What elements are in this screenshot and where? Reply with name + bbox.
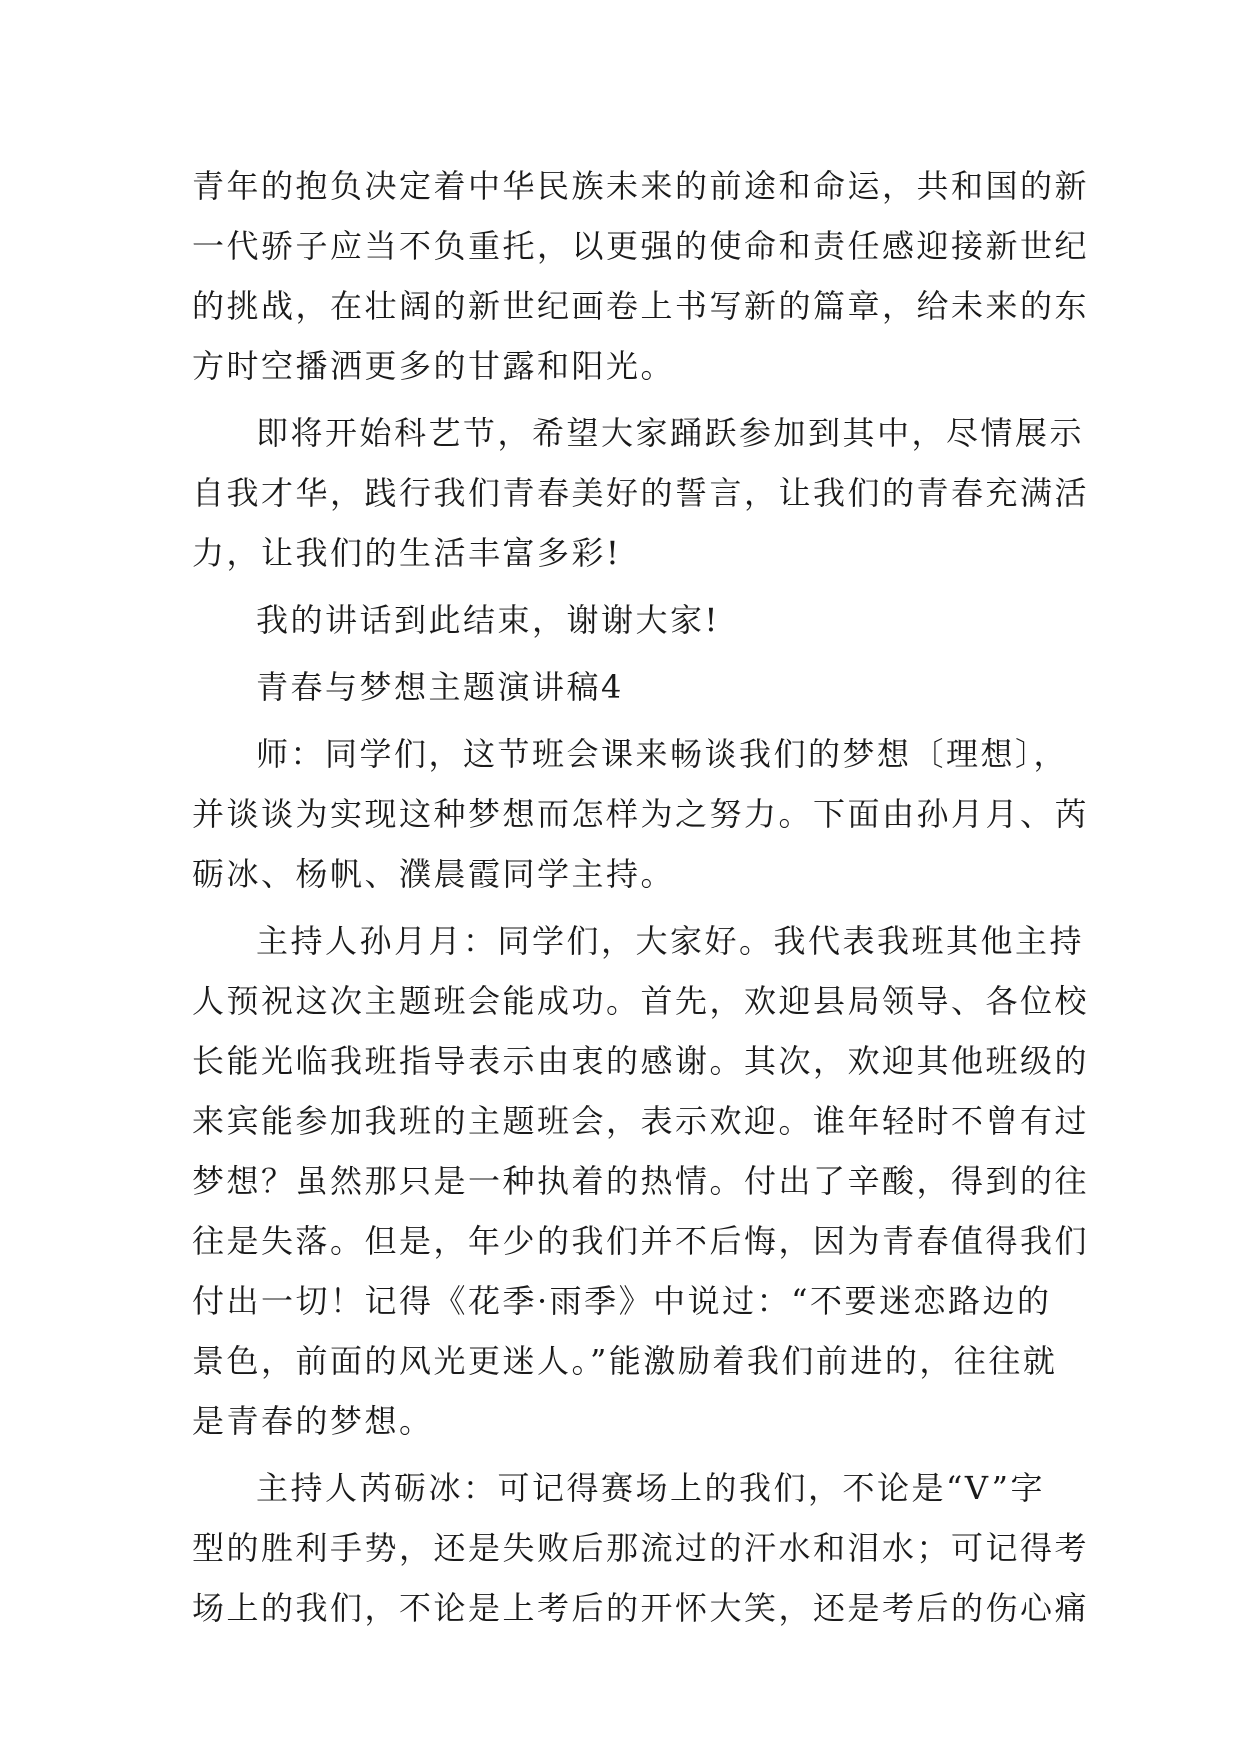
text-line: 往是失落。但是，年少的我们并不后悔，因为青春值得我们 — [192, 1222, 1090, 1260]
paragraph-start-line: 我的讲话到此结束，谢谢大家! — [256, 601, 720, 639]
document-body — [192, 156, 1090, 1638]
text-line: 砺冰、杨帆、濮晨霞同学主持。 — [192, 855, 676, 893]
text-line: 一代骄子应当不负重托，以更强的使命和责任感迎接新世纪 — [192, 227, 1090, 265]
text-line: 的挑战，在壮阔的新世纪画卷上书写新的篇章，给未来的东 — [192, 287, 1090, 325]
section-heading: 青春与梦想主题演讲稿4 — [256, 668, 624, 706]
text-line: 方时空播洒更多的甘露和阳光。 — [192, 347, 676, 385]
paragraph-start-line: 主持人孙月月：同学们，大家好。我代表我班其他主持 — [256, 922, 1085, 960]
paragraph-start-line: 即将开始科艺节，希望大家踊跃参加到其中，尽情展示 — [256, 414, 1085, 452]
paragraph-start-line: 主持人芮砺冰：可记得赛场上的我们，不论是“V”字 — [256, 1469, 1046, 1507]
text-line: 景色，前面的风光更迷人。”能激励着我们前进的，往往就 — [192, 1342, 1058, 1380]
text-line: 场上的我们，不论是上考后的开怀大笑，还是考后的伤心痛 — [192, 1589, 1090, 1627]
text-line: 自我才华，践行我们青春美好的誓言，让我们的青春充满活 — [192, 474, 1090, 512]
text-line: 型的胜利手势，还是失败后那流过的汗水和泪水；可记得考 — [192, 1529, 1090, 1567]
text-line: 力，让我们的生活丰富多彩! — [192, 534, 622, 572]
text-line: 人预祝这次主题班会能成功。首先，欢迎县局领导、各位校 — [192, 982, 1090, 1020]
text-line: 来宾能参加我班的主题班会，表示欢迎。谁年轻时不曾有过 — [192, 1102, 1090, 1140]
text-line: 付出一切！记得《花季·雨季》中说过：“不要迷恋路边的 — [192, 1282, 1052, 1320]
text-line: 梦想？虽然那只是一种执着的热情。付出了辛酸，得到的往 — [192, 1162, 1090, 1200]
text-line: 长能光临我班指导表示由衷的感谢。其次，欢迎其他班级的 — [192, 1042, 1090, 1080]
paragraph-start-line: 师：同学们，这节班会课来畅谈我们的梦想〔理想〕， — [256, 735, 1069, 773]
text-line: 青年的抱负决定着中华民族未来的前途和命运，共和国的新 — [192, 167, 1090, 205]
text-line: 并谈谈为实现这种梦想而怎样为之努力。下面由孙月月、芮 — [192, 795, 1090, 833]
text-line: 是青春的梦想。 — [192, 1402, 434, 1440]
